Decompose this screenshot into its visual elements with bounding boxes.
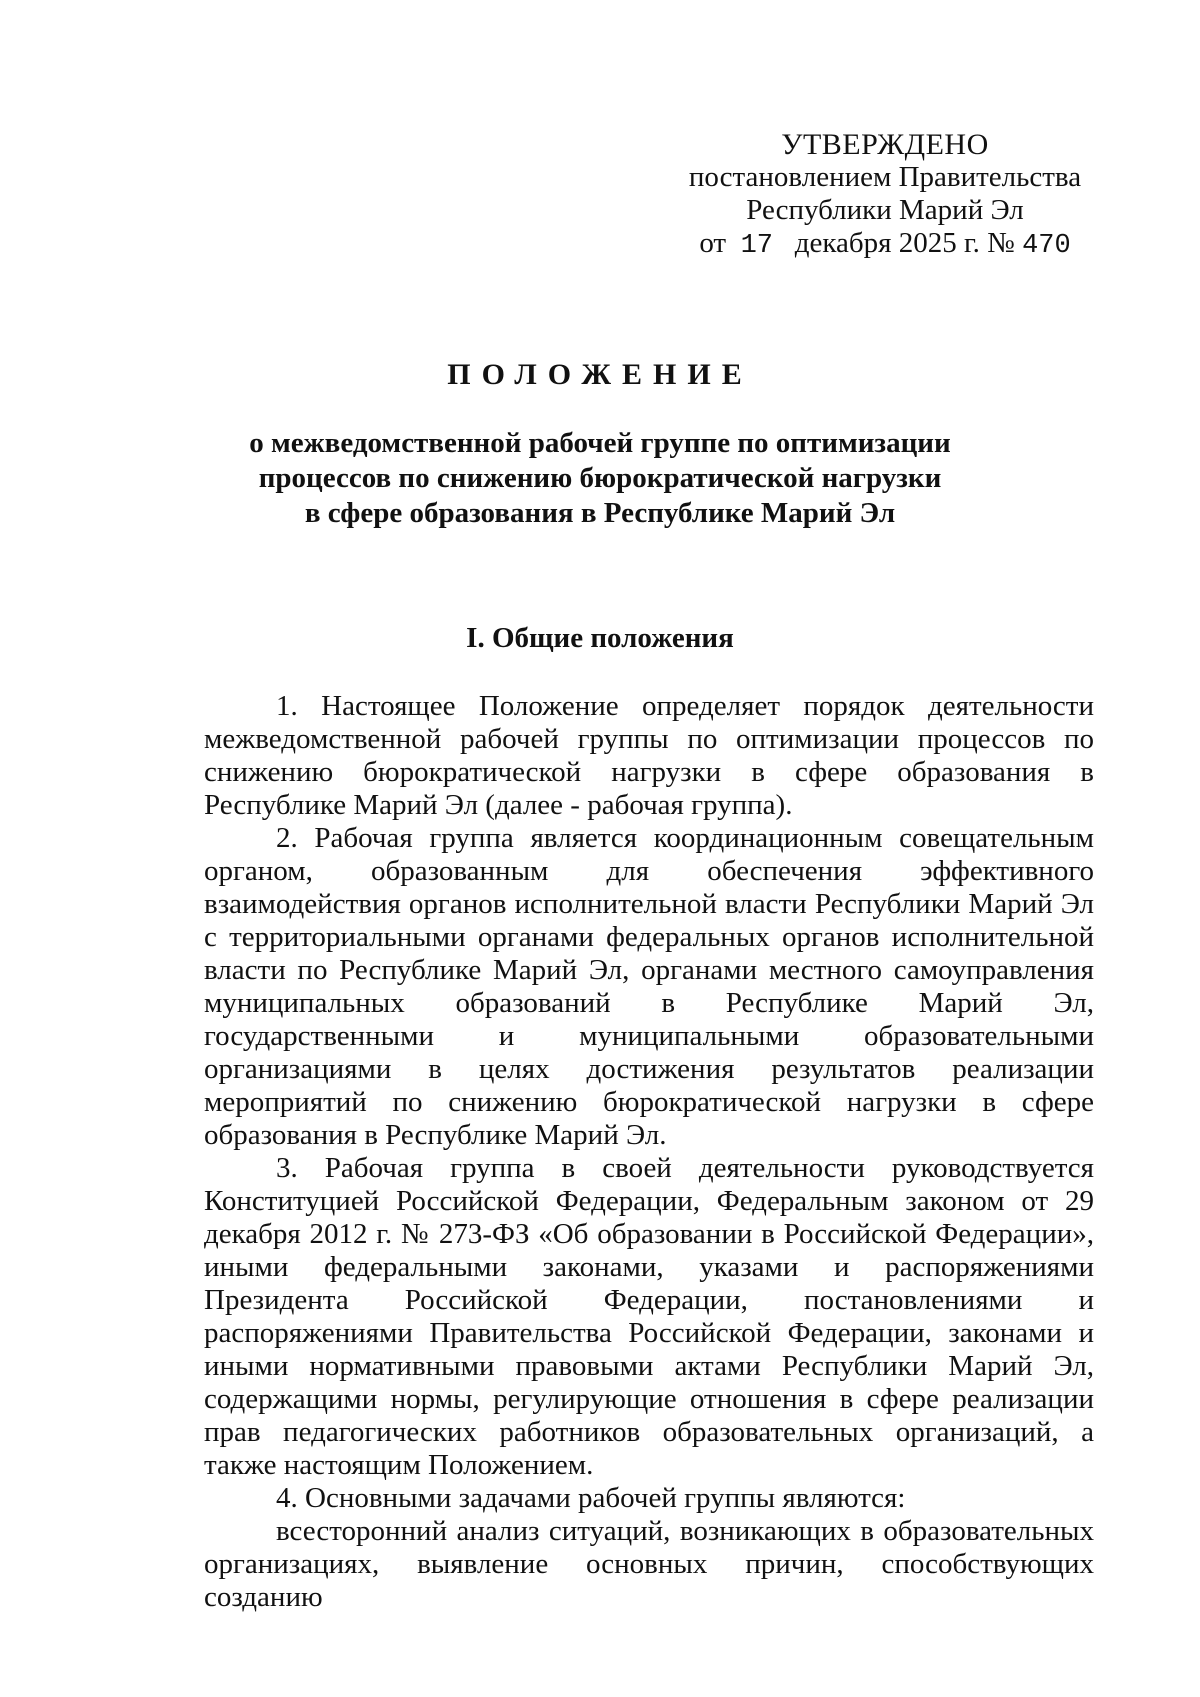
document-title: ПОЛОЖЕНИЕ <box>447 358 753 391</box>
approval-number: 470 <box>1022 231 1071 261</box>
approval-line-2: Республики Марий Эл <box>746 194 1024 226</box>
approval-date-prefix: от <box>699 227 727 259</box>
approval-title: УТВЕРЖДЕНО <box>781 128 989 161</box>
section-heading: I. Общие положения <box>466 622 734 654</box>
paragraph: 1. Настоящее Положение определяет порядок деятельности межведомственной рабочей группы по оптимизации процессов по снижению бюрократической нагрузки в сфере образования в Республике Марий Эл (далее - рабочая группа). <box>204 690 1094 821</box>
approval-stamp <box>680 128 1090 263</box>
approval-date-line <box>680 227 1090 263</box>
approval-line-1: постановлением Правительства <box>688 161 1082 193</box>
approval-month-year: декабря 2025 г. № <box>794 227 1015 259</box>
paragraph: 4. Основными задачами рабочей группы являются: <box>276 1482 906 1514</box>
document-subtitle <box>200 426 1000 531</box>
paragraph: всесторонний анализ ситуаций, возникающих в образовательных организациях, выявление основных причин, способствующих созданию <box>204 1515 1094 1613</box>
paragraph: 3. Рабочая группа в своей деятельности руководствуется Конституцией Российской Федерации, Федеральным законом от 29 декабря 2012 г. № 273-ФЗ «Об образовании в Российской Федерации», иными федеральными законами, указами и распоряжениями Президента Российской Федерации, постановлениями и распоряжениями Правительства Российской Федерации, законами и иными нормативными правовыми актами Республики Марий Эл, содержащими нормы, регулирующие отношения в сфере реализации прав педагогических работников образовательных организаций, а также настоящим Положением. <box>204 1152 1094 1481</box>
document-subtitle-line: о межведомственной рабочей группе по оптимизации <box>249 427 951 459</box>
body-text <box>204 690 1094 1614</box>
document-subtitle-line: процессов по снижению бюрократической нагрузки <box>258 462 942 494</box>
paragraph: 2. Рабочая группа является координационным совещательным органом, образованным для обеспечения эффективного взаимодействия органов исполнительной власти Республики Марий Эл с территориальными органами федеральных органов исполнительной власти по Республике Марий Эл, органами местного самоуправления муниципальных образований в Республике Марий Эл, государственными и муниципальными образовательными организациями в целях достижения результатов реализации мероприятий по снижению бюрократической нагрузки в сфере образования в Республике Марий Эл. <box>204 822 1094 1151</box>
document-subtitle-line: в сфере образования в Республике Марий Эл <box>304 497 896 529</box>
approval-day: 17 <box>740 231 774 261</box>
